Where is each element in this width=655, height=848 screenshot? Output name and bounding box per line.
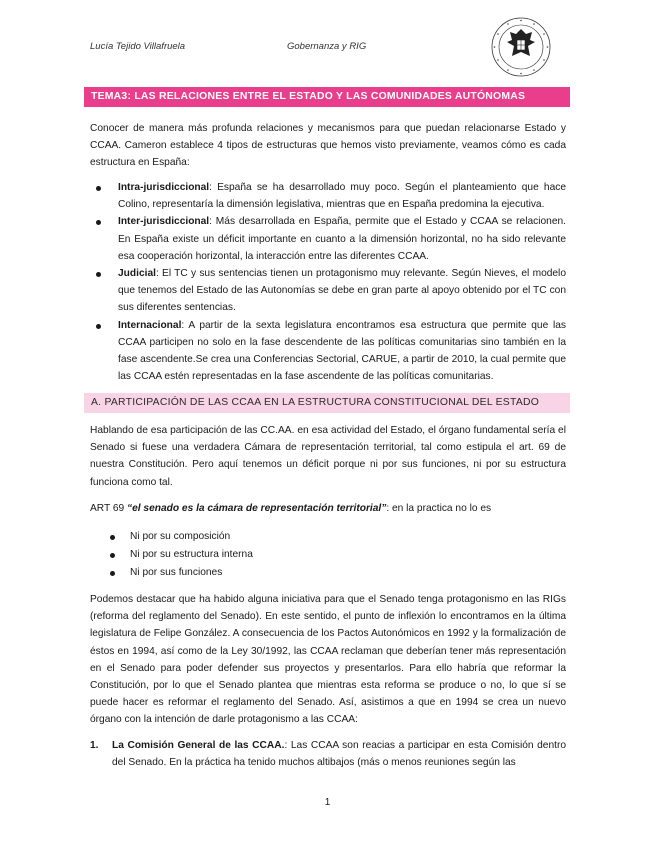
bullet-icon: [96, 220, 101, 225]
university-seal-logo: [490, 16, 552, 78]
art69-point: Ni por su estructura interna: [130, 549, 253, 560]
structure-term: Intra-jurisdiccional: [118, 182, 210, 193]
list-item: [110, 564, 253, 582]
section-a-heading: A. PARTICIPACIÓN DE LAS CCAA EN LA ESTRUCTURA CONSTITUCIONAL DEL ESTADO: [84, 393, 570, 413]
bullet-icon: [110, 535, 115, 540]
structure-text: : España se ha desarrollado muy poco. Según el planteamiento que hace Colino, representaría la dimensión legislativa, mientras que en España predomina la ejecutiva.: [118, 182, 566, 211]
art69-suffix: : en la practica no lo es: [386, 503, 492, 514]
list-item: [110, 546, 253, 564]
structure-text: : Más desarrollada en España, permite que el Estado y CCAA se relacionen. En España existe un déficit importante en cuanto a la dimensión horizontal, no ha sido relevante esa cooperación horizontal, la interacción entre las diferentes CCAA.: [118, 216, 566, 262]
list-item: [90, 265, 566, 317]
tema-title-banner: TEMA3: LAS RELACIONES ENTRE EL ESTADO Y LAS COMUNIDADES AUTÓNOMAS: [84, 87, 570, 107]
structures-list: [90, 179, 566, 385]
art69-point: Ni por sus funciones: [130, 567, 223, 578]
list-item: [90, 213, 566, 265]
art69-points-list: [110, 528, 253, 582]
page-number: 1: [324, 797, 331, 808]
art69-quote: “el senado es la cámara de representación territorial”: [127, 503, 387, 514]
structure-text: : A partir de la sexta legislatura encontramos esa estructura que permite que las CCAA participen no solo en la fase descendente de las políticas comunitarias sino también en la fase ascendente.Se crea una Conferencias Sectorial, CARUE, a partir de 2010, la cual permite que las CCAA estén representadas en la fase ascendente de las políticas comunitarias.: [118, 319, 566, 383]
list-item: [110, 528, 253, 546]
header-author: Lucía Tejido Villafruela: [90, 41, 186, 52]
page-header: [90, 41, 655, 57]
structure-text: : El TC y sus sentencias tienen un protagonismo muy relevante. Según Nieves, el modelo que tenemos del Estado de las Autonomías se debe en gran parte al apoyo obtenido por el TC con sus diferentes sentencias.: [118, 268, 566, 314]
bullet-icon: [96, 324, 101, 329]
structure-term: Judicial: [118, 268, 156, 280]
item-term: La Comisión General de las CCAA.: [112, 740, 285, 751]
structure-term: Internacional: [118, 319, 182, 331]
art69-point: Ni por su composición: [130, 531, 231, 542]
list-item: [90, 179, 566, 213]
numbered-item: [90, 737, 566, 771]
senado-paragraph: Podemos destacar que ha habido alguna iniciativa para que el Senado tenga protagonismo en las RIGs (reforma del reglamento del Senado). En este sentido, el punto de inflexión lo encontramos en la última legislatura de Felipe González. A consecuencia de los Pactos Autonómicos en 1992 y la formalización de éstos en 1994, así como de la Ley 30/1992, las CCAA reclaman que deberían tener más representación en el Senado para poder defender sus proyectos y presentarlos. Para ello habría que reformar la Constitución, por lo que el Senado plantea que mientras esta reforma se produce o no, lo que sí se puede hacer es reformar el reglamento del Senado. Así, asistimos a que en 1994 se crea un nuevo órgano con la intención de darle protagonismo a las CCAA:: [90, 594, 566, 726]
bullet-icon: [96, 186, 101, 191]
item-number: 1.: [90, 740, 99, 751]
bullet-icon: [110, 571, 115, 576]
item-text: : Las CCAA son reacias a participar en esta Comisión dentro del Senado. En la práctica ha tenido muchos altibajos (más o menos reuniones según las: [112, 740, 566, 769]
structure-term: Inter-jurisdiccional: [118, 216, 210, 228]
section-a-paragraph: Hablando de esa participación de las CC.AA. en esa actividad del Estado, el órgano fundamental sería el Senado si fuese una verdadera Cámara de representación territorial, tal como estipula el art. 69 de nuestra Constitución. Pero aquí tenemos un déficit porque ni por sus funciones, ni por su estructura funciona como tal.: [90, 425, 566, 488]
header-course: Gobernanza y RIG: [287, 41, 367, 52]
intro-paragraph: Conocer de manera más profunda relaciones y mecanismos para que puedan relacionarse Estado y CCAA. Cameron establece 4 tipos de estructuras que hemos visto previamente, veamos cómo es cada estructura en España:: [90, 123, 566, 169]
art69-line: [90, 500, 566, 517]
bullet-icon: [110, 553, 115, 558]
list-item: [90, 317, 566, 386]
bullet-icon: [96, 272, 101, 277]
art69-prefix: ART 69: [90, 503, 127, 514]
